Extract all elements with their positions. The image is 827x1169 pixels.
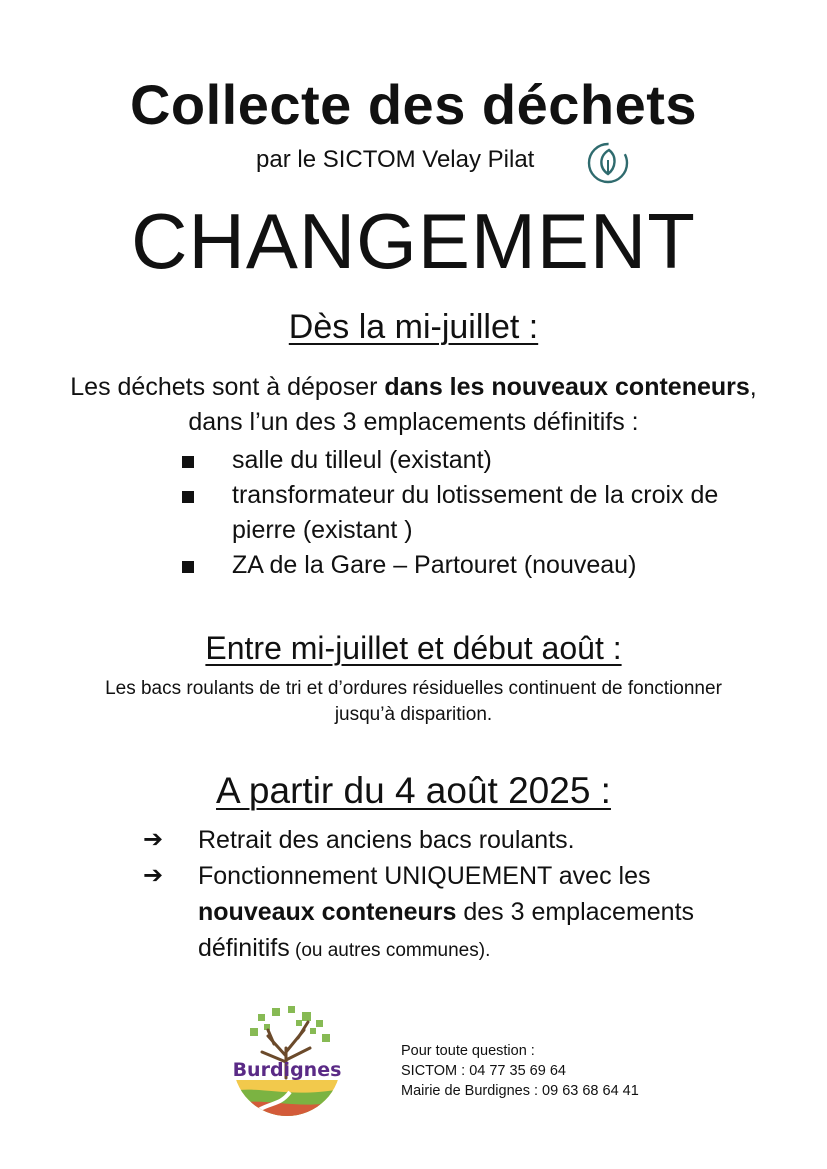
contact-line: Mairie de Burdignes : 09 63 68 64 41 [401, 1083, 639, 1099]
intro-text-bold: dans les nouveaux conteneurs [384, 373, 750, 401]
list-item-text-end: des 3 emplacements définitifs [198, 898, 695, 962]
contact-line: Pour toute question : [401, 1043, 535, 1059]
contact-line: SICTOM : 04 77 35 69 64 [401, 1063, 566, 1079]
list-item-text: salle du tilleul (existant) [232, 446, 492, 474]
intro-text-start: Les déchets sont à déposer [70, 373, 385, 401]
list-item-text: ZA de la Gare – Partouret (nouveau) [232, 551, 637, 579]
list-item-text: Retrait des anciens bacs roulants. [198, 826, 575, 854]
burdignes-logo [228, 1000, 346, 1118]
list-item-text-bold: nouveaux conteneurs [198, 898, 457, 926]
section-heading-entre: Entre mi-juillet et début août : [205, 630, 622, 666]
square-bullet-icon [182, 491, 194, 503]
section-heading-mi-juillet: Dès la mi-juillet : [288, 308, 539, 346]
list-item-note: (ou autres communes). [289, 940, 491, 961]
list-item [176, 478, 736, 548]
page-title: Collecte des déchets [129, 73, 698, 136]
list-item-text: transformateur du lotissement de la croix de pierre (existant ) [232, 481, 719, 544]
intro-text-end: , dans l’un des 3 emplacements définitifs : [188, 373, 757, 436]
sictom-leaf-logo-icon [585, 140, 631, 186]
locations-list [176, 443, 736, 583]
list-item [176, 443, 736, 478]
section1-intro [60, 370, 767, 440]
headline-changement: CHANGEMENT [131, 197, 696, 285]
list-item [143, 858, 763, 969]
contact-block [401, 1041, 639, 1101]
burdignes-logo-text: Burdignes [232, 1059, 342, 1081]
list-item [176, 548, 736, 583]
square-bullet-icon [182, 456, 194, 468]
subtitle: par le SICTOM Velay Pilat [256, 146, 535, 173]
list-item [143, 822, 763, 858]
arrow-right-icon: ➔ [143, 826, 164, 853]
aout-actions-list [143, 822, 763, 969]
arrow-right-icon: ➔ [143, 862, 164, 889]
section-heading-a-partir: A partir du 4 août 2025 : [216, 770, 611, 811]
square-bullet-icon [182, 561, 194, 573]
section2-text: Les bacs roulants de tri et d’ordures résiduelles continuent de fonctionner jusqu’à disparition. [105, 678, 722, 725]
list-item-text-start: Fonctionnement UNIQUEMENT avec les [198, 862, 651, 890]
